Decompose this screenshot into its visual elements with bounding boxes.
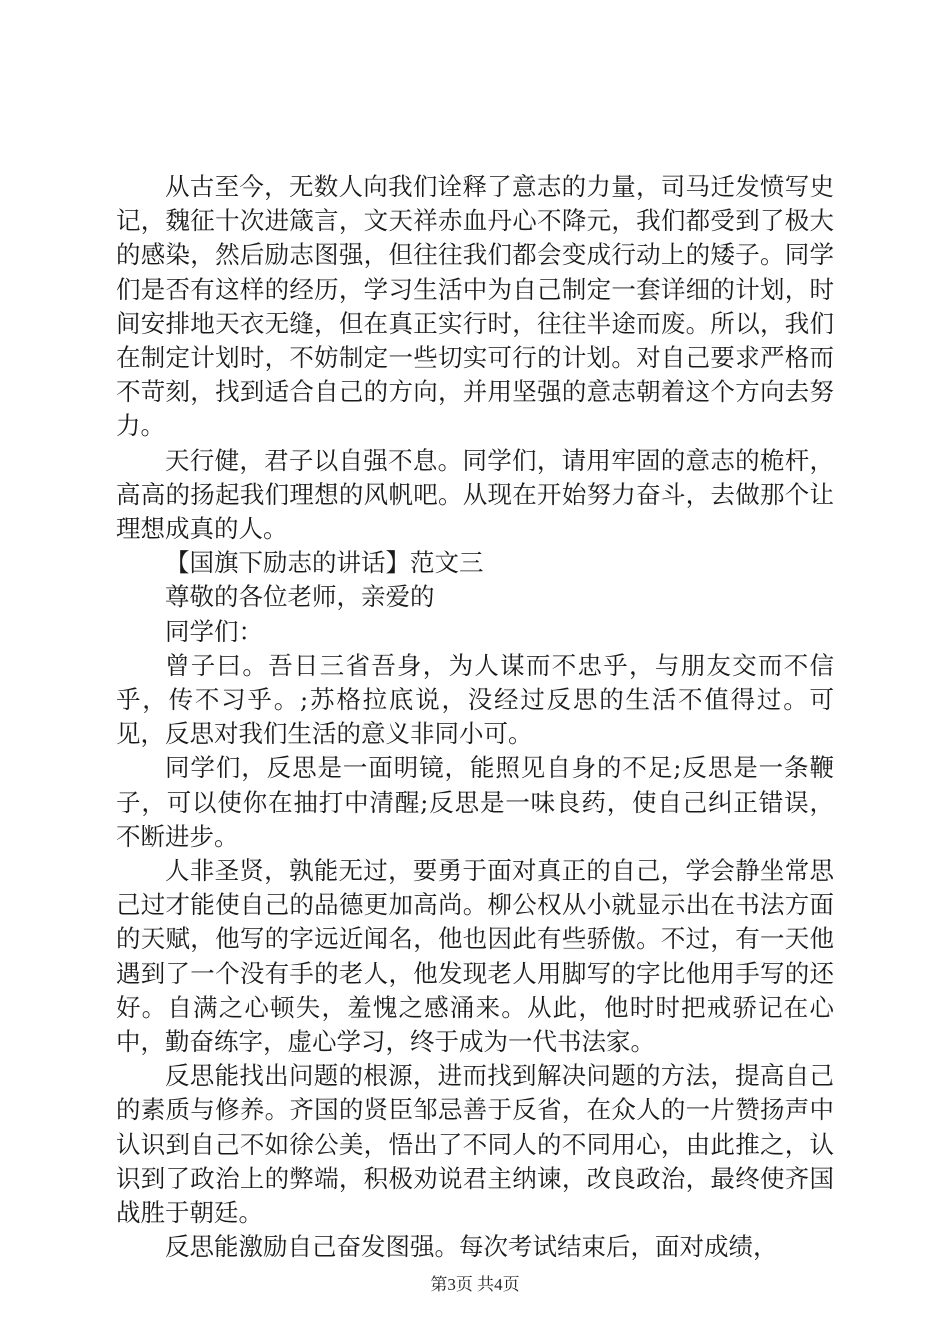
paragraph-2: 天行健，君子以自强不息。同学们，请用牢固的意志的桅杆，高高的扬起我们理想的风帆吧。从现在开始努力奋斗，去做那个让理想成真的人。 (116, 445, 834, 544)
document-body (116, 170, 834, 1265)
paragraph-4: 同学们，反思是一面明镜，能照见自身的不足;反思是一条鞭子，可以使你在抽打中清醒;反思是一味良药，使自己纠正错误，不断进步。 (116, 753, 834, 851)
paragraph-3: 曾子曰。吾日三省吾身，为人谋而不忠乎，与朋友交而不信乎，传不习乎。;苏格拉底说，没经过反思的生活不值得过。可见，反思对我们生活的意义非同小可。 (116, 650, 834, 749)
section-heading: 【国旗下励志的讲话】范文三 (165, 548, 484, 578)
salutation-line-2: 同学们： (165, 616, 263, 646)
salutation-line-1: 尊敬的各位老师，亲爱的 (165, 582, 435, 612)
paragraph-1: 从古至今，无数人向我们诠释了意志的力量，司马迁发愤写史记，魏征十次进箴言，文天祥赤血丹心不降元，我们都受到了极大的感染，然后励志图强，但往往我们都会变成行动上的矮子。同学们是否有这样的经历，学习生活中为自己制定一套详细的计划，时间安排地天衣无缝，但在真正实行时，往往半途而废。所以，我们在制定计划时，不妨制定一些切实可行的计划。对自己要求严格而不苛刻，找到适合自己的方向，并用坚强的意志朝着这个方向去努力。 (116, 172, 834, 441)
paragraph-7: 反思能激励自己奋发图强。每次考试结束后，面对成绩， (165, 1232, 778, 1262)
paragraph-5: 人非圣贤，孰能无过，要勇于面对真正的自己，学会静坐常思己过才能使自己的品德更加高尚。柳公权从小就显示出在书法方面的天赋，他写的字远近闻名，他也因此有些骄傲。不过，有一天他遇到了一个没有手的老人，他发现老人用脚写的字比他用手写的还好。自满之心顿失，羞愧之感涌来。从此，他时时把戒骄记在心中，勤奋练字，虚心学习，终于成为一代书法家。 (116, 856, 834, 1057)
page-footer: 第3页 共4页 (430, 1275, 520, 1294)
paragraph-6: 反思能找出问题的根源，进而找到解决问题的方法，提高自己的素质与修养。齐国的贤臣邹忌善于反省，在众人的一片赞扬声中认识到自己不如徐公美，悟出了不同人的不同用心，由此推之，认识到了政治上的弊端，积极劝说君主纳谏，改良政治，最终使齐国战胜于朝廷。 (116, 1061, 834, 1228)
